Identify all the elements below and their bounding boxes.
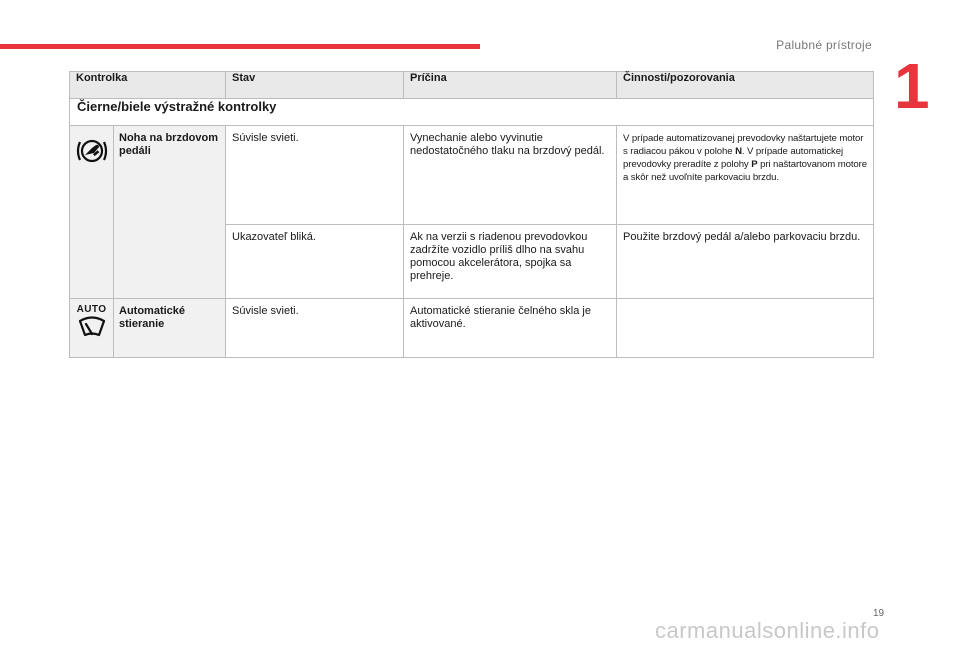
watermark: carmanualsonline.info: [655, 618, 880, 643]
state-cell: Súvisle svieti.: [226, 299, 404, 358]
gear-position-p: P: [751, 159, 758, 170]
table-header-row: [70, 72, 874, 99]
col-header-kontrolka: Kontrolka: [70, 72, 226, 99]
page-number: 19: [873, 608, 885, 619]
warning-name: Noha na brzdovom pedáli: [114, 126, 226, 299]
red-accent-bar: [0, 44, 480, 49]
cause-cell: Automatické stieranie čelného skla je aktivované.: [404, 299, 617, 358]
icon-cell: [70, 126, 114, 299]
col-header-pricina: Príčina: [404, 72, 617, 99]
section-heading: Čierne/biele výstražné kontrolky: [70, 99, 874, 126]
section-title: Palubné prístroje: [776, 38, 872, 52]
cause-cell: Ak na verzii s riadenou prevodovkou zadržíte vozidlo príliš dlho na svahu pomocou akcelerátora, spojka sa prehreje.: [404, 225, 617, 299]
chapter-number: 1: [894, 50, 930, 122]
auto-wiper-icon: [77, 315, 107, 339]
table-row: [70, 126, 874, 225]
warning-lights-table: [69, 71, 874, 358]
icon-cell: [70, 299, 114, 358]
action-text-part: . V prípade automatickej prevodovky preradíte z polohy: [623, 146, 843, 170]
action-cell: [617, 299, 874, 358]
table-row: [70, 299, 874, 358]
warning-name: Automatické stieranie: [114, 299, 226, 358]
action-cell: [617, 126, 874, 225]
auto-label: AUTO: [76, 304, 107, 315]
action-text-part: V prípade automatizovanej prevodovky naštartujete motor s radiacou pákou v polohe: [623, 133, 864, 157]
state-cell: Súvisle svieti.: [226, 126, 404, 225]
col-header-cinnosti: Činnosti/pozorovania: [617, 72, 874, 99]
state-cell: Ukazovateľ bliká.: [226, 225, 404, 299]
action-text-part: pri naštartovanom motore a skôr než uvoľníte parkovaciu brzdu.: [623, 159, 867, 183]
col-header-stav: Stav: [226, 72, 404, 99]
foot-on-brake-pedal-icon: [75, 136, 109, 166]
gear-position-n: N: [735, 146, 742, 157]
section-heading-row: [70, 99, 874, 126]
cause-cell: Vynechanie alebo vyvinutie nedostatočného tlaku na brzdový pedál.: [404, 126, 617, 225]
action-cell: Použite brzdový pedál a/alebo parkovaciu brzdu.: [617, 225, 874, 299]
